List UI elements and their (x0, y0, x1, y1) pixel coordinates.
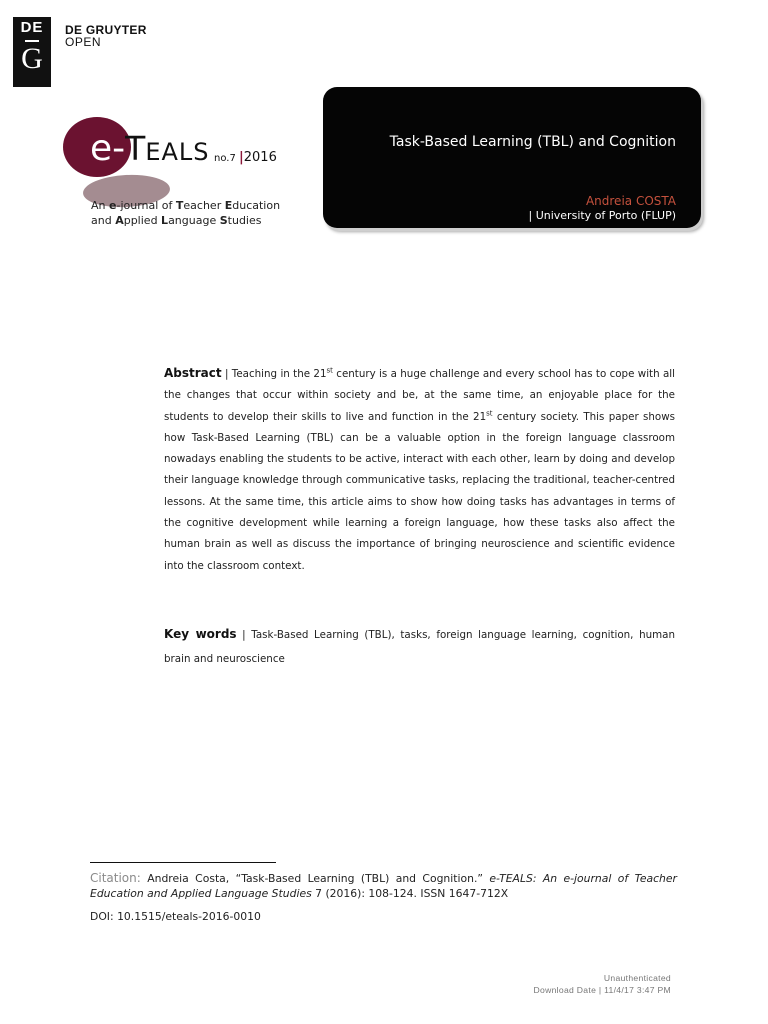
journal-subtitle (91, 198, 280, 228)
abstract-sep: | (221, 368, 232, 380)
journal-logo-text (90, 128, 210, 169)
abstract-text-3: century society. This paper shows how Task-Based Learning (TBL) can be a valuable option in the foreign language classroom nowadays enabling the students to be active, interact with each other, learn by doing and develop their language knowledge through communicative tasks, replacing the traditional, teacher-centred lessons. At the same time, this article aims to show how doing tasks has advantages in terms of the cognitive development while learning a foreign language, how these tasks also affect the human brain as well as discuss the importance of bringing neuroscience and scientific evidence into the classroom context. (164, 410, 675, 572)
journal-logo-rest: EALS (145, 138, 210, 166)
abstract-label: Abstract (164, 366, 222, 380)
journal-issue (214, 150, 277, 165)
citation-text-2: 7 (2016): 108-124. ISSN 1647-712X (311, 887, 509, 900)
issue-year: 2016 (243, 150, 277, 165)
journal-logo-e: e- (90, 128, 126, 169)
abstract-text-2: century is a huge challenge and every school has to cope with all the changes that occur within society and be, at the same time, an enjoyable place for the students to develop their skills to live and function in the 21 (164, 368, 675, 423)
keywords-text: Task-Based Learning (TBL), tasks, foreign language learning, cognition, human brain and neuroscience (164, 629, 675, 665)
doi: DOI: 10.1515/eteals-2016-0010 (90, 910, 261, 923)
journal-subtitle-line2: and Applied Language Studies (91, 214, 262, 227)
abstract-text-1: Teaching in the 21 (231, 368, 327, 380)
citation-label: Citation: (90, 871, 141, 885)
keywords-label: Key words (164, 627, 237, 641)
article-title: Task-Based Learning (TBL) and Cognition (389, 134, 676, 150)
logo-g: G (21, 42, 43, 75)
logo-de: DE (20, 19, 44, 36)
publisher-name-line1: DE GRUYTER (65, 23, 147, 37)
abstract-sup-1: st (326, 366, 333, 375)
abstract-sup-2: st (486, 409, 493, 418)
unauthenticated-label: Unauthenticated (603, 973, 671, 983)
article-title-box (323, 87, 701, 228)
journal-subtitle-line1: An e-journal of Teacher Education (91, 199, 281, 212)
publisher-name-line2: OPEN (65, 35, 102, 49)
author-affiliation: | University of Porto (FLUP) (528, 209, 676, 222)
citation-journal: e-TEALS: An e-journal of Teacher Education and Applied Language Studies (90, 872, 677, 900)
keywords-sep: | (236, 629, 252, 641)
article-author: Andreia COSTA (585, 194, 676, 208)
journal-logo-t: T (125, 129, 146, 168)
footnote-rule (90, 862, 276, 863)
keywords (164, 622, 675, 671)
citation-text-1: Andreia Costa, “Task-Based Learning (TBL) and Cognition.” (140, 872, 490, 885)
citation (90, 871, 677, 901)
issue-separator: | (239, 150, 244, 165)
download-stamp (534, 972, 672, 996)
de-gruyter-logo (13, 17, 51, 87)
issue-number: no.7 (214, 153, 236, 164)
publisher-name (65, 24, 147, 48)
abstract (164, 363, 675, 577)
download-date: Download Date | 11/4/17 3:47 PM (533, 985, 671, 995)
